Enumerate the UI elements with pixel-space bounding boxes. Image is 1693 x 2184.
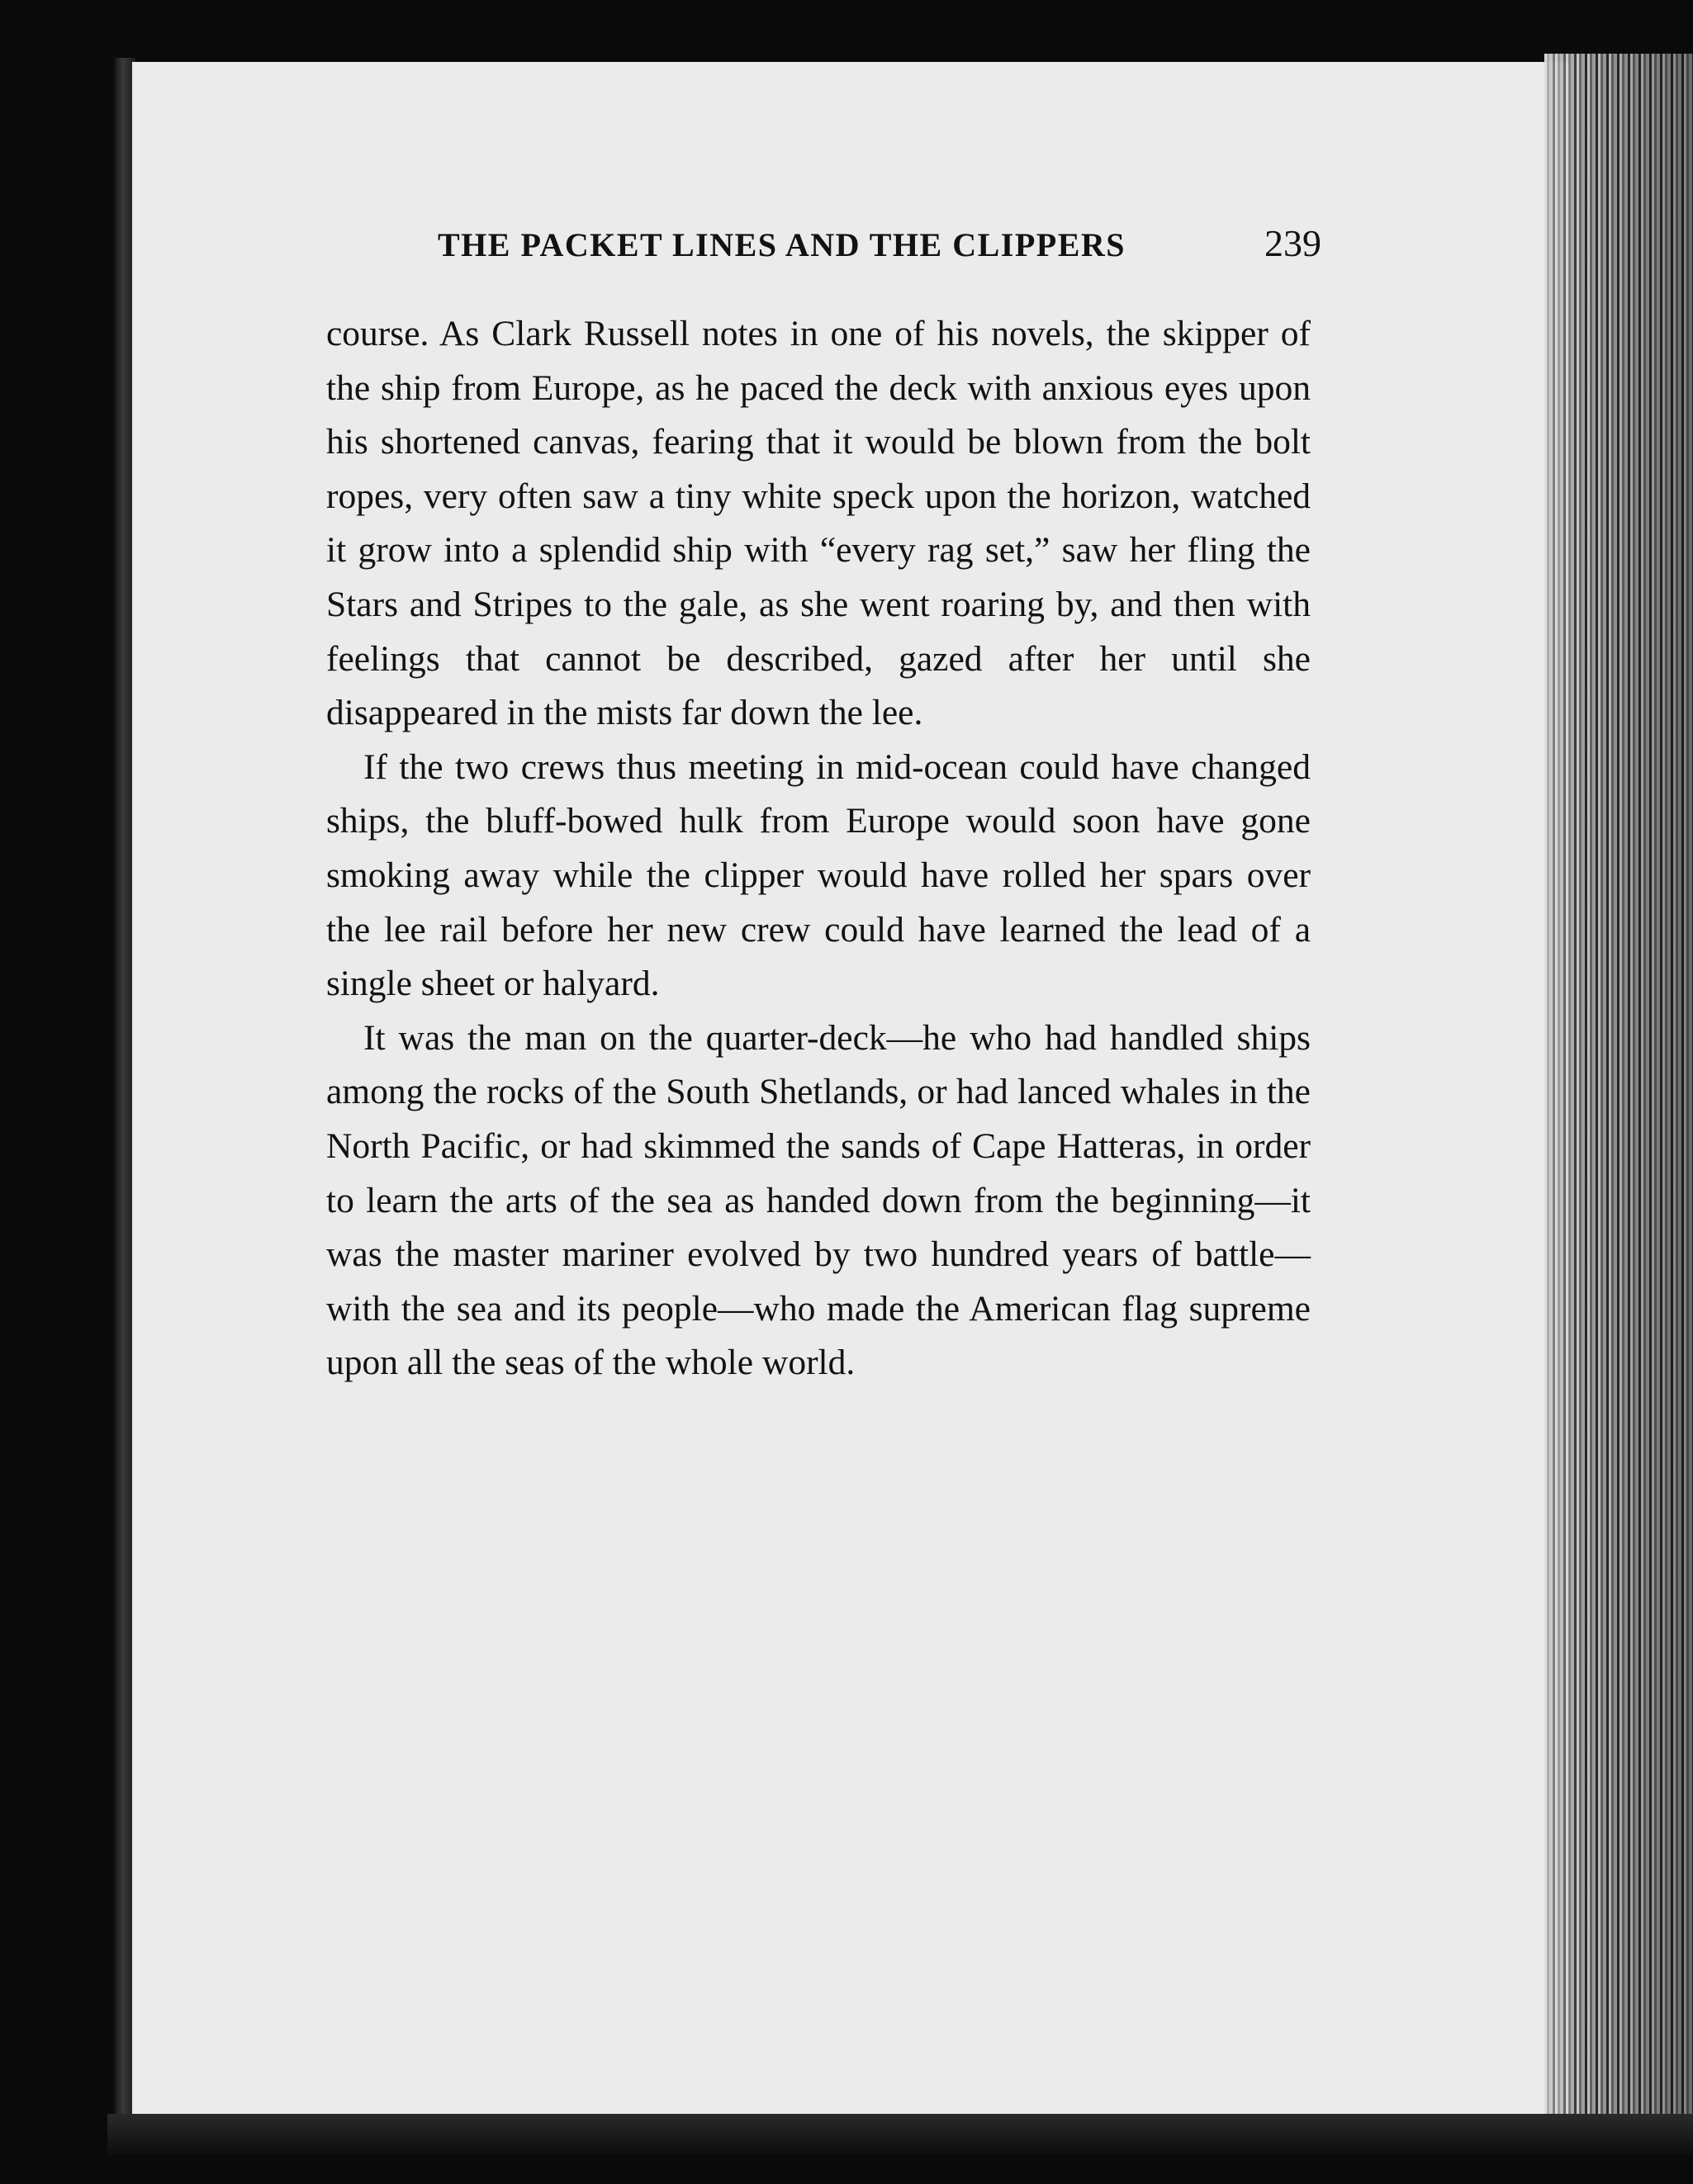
page-stack-shadow [1544,54,1693,2139]
running-header [438,221,1321,265]
running-title: THE PACKET LINES AND THE CLIPPERS [438,226,1126,263]
book-bottom-edge [107,2114,1693,2155]
body-text [326,307,1311,1390]
page-number: 239 [1264,222,1321,264]
paragraph-2: If the two crews thus meeting in mid-ocean could have changed ships, the bluff-bowed hulk from Europe would soon have gone smoking away while the clipper would have rolled her spars over the lee rail before her new crew could have learned the lead of a single sheet or halyard. [326,746,1311,1004]
paragraph-1: course. As Clark Russell notes in one of his novels, the skipper of the ship from Europe, as he paced the deck with anxious eyes upon his shortened canvas, fearing that it would be blown from the bolt ropes, very often saw a tiny white speck upon the horizon, watched it grow into a splendid ship with “every rag set,” saw her fling the Stars and Stripes to the gale, as she went roaring by, and then with feelings that cannot be described, gazed after her until she disappeared in the mists far down the lee. [326,314,1311,733]
paragraph-3: It was the man on the quarter-deck—he who had handled ships among the rocks of the South Shetlands, or had lanced whales in the North Pacific, or had skimmed the sands of Cape Hatteras, in order to learn the arts of the sea as handed down from the beginning—it was the master mariner evolved by two hundred years of battle—with the sea and its people—who made the American flag supreme upon all the seas of the whole world. [326,1017,1311,1383]
